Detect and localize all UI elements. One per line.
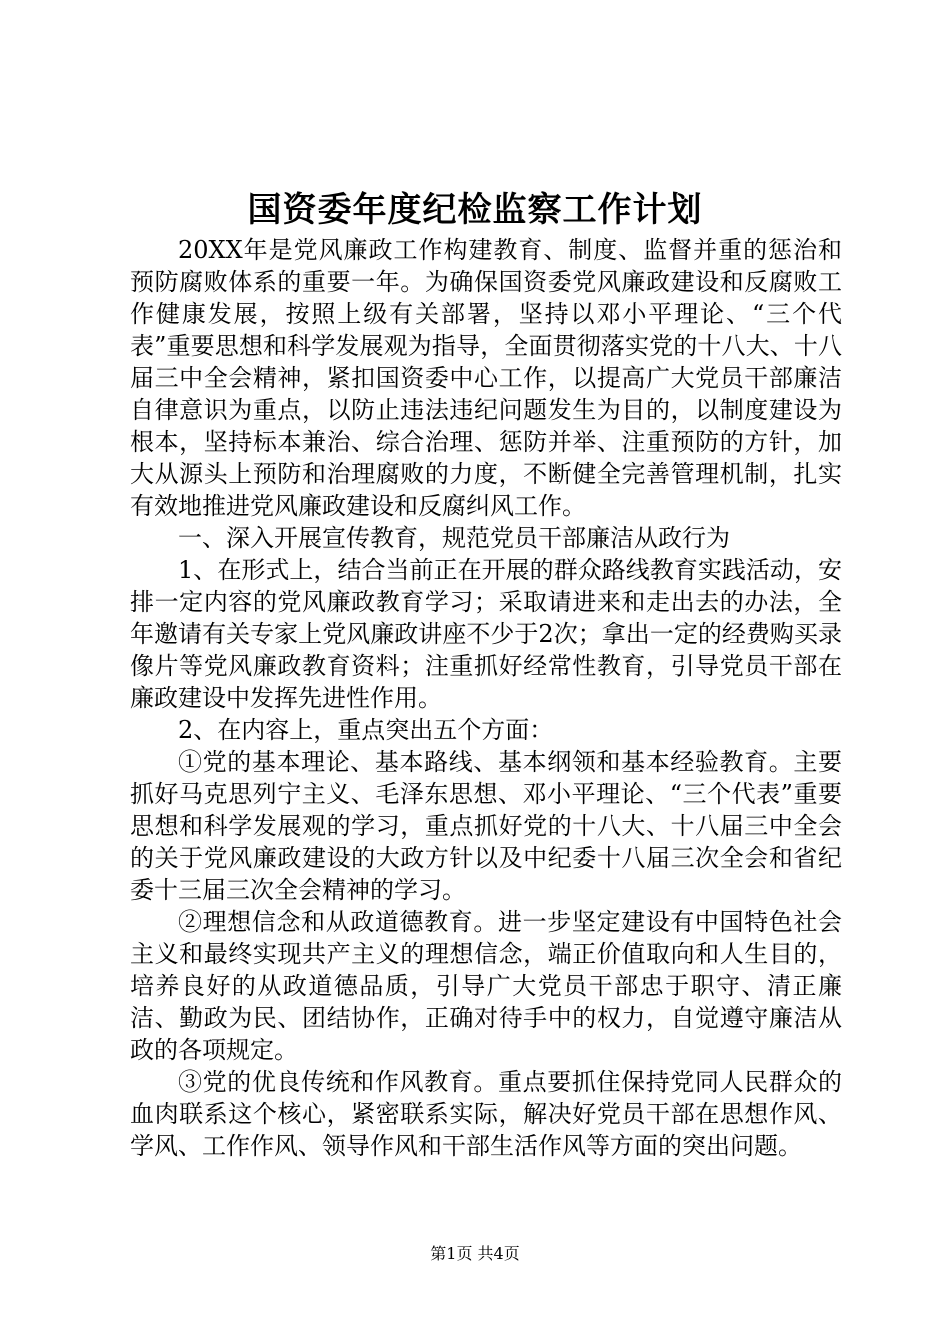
paragraph-item-2: ②理想信念和从政道德教育。进一步坚定建设有中国特色社会主义和最终实现共产主义的理想信念，端正价值取向和人生目的，培养良好的从政道德品质，引导广大党员干部忠于职守、清正廉洁、勤政为民、团结协作，正确对待手中的权力，自觉遵守廉洁从政的各项规定。 — [130, 908, 842, 1064]
document-body — [130, 234, 842, 1162]
paragraph-intro: 20XX年是党风廉政工作构建教育、制度、监督并重的惩治和预防腐败体系的重要一年。为确保国资委党风廉政建设和反腐败工作健康发展，按照上级有关部署，坚持以邓小平理论、“三个代表”重要思想和科学发展观为指导，全面贯彻落实党的十八大、十八届三中全会精神，紧扣国资委中心工作，以提高广大党员干部廉洁自律意识为重点，以防止违法违纪问题发生为目的，以制度建设为根本，坚持标本兼治、综合治理、惩防并举、注重预防的方针，加大从源头上预防和治理腐败的力度，不断健全完善管理机制，扎实有效地推进党风廉政建设和反腐纠风工作。 — [130, 236, 842, 520]
paragraph-item-3: ③党的优良传统和作风教育。重点要抓住保持党同人民群众的血肉联系这个核心，紧密联系实际，解决好党员干部在思想作风、学风、工作作风、领导作风和干部生活作风等方面的突出问题。 — [130, 1068, 842, 1160]
paragraph-content-heading: 2、在内容上，重点突出五个方面： — [178, 716, 554, 744]
section-heading-1: 一、深入开展宣传教育，规范党员干部廉洁从政行为 — [178, 524, 730, 552]
paragraph-item-1: ①党的基本理论、基本路线、基本纲领和基本经验教育。主要抓好马克思列宁主义、毛泽东思想、邓小平理论、“三个代表”重要思想和科学发展观的学习，重点抓好党的十八大、十八届三中全会的关于党风廉政建设的大政方针以及中纪委十八届三次全会和省纪委十三届三次全会精神的学习。 — [130, 748, 842, 904]
document-title: 国资委年度纪检监察工作计划 — [247, 190, 703, 230]
paragraph-form: 1、在形式上，结合当前正在开展的群众路线教育实践活动，安排一定内容的党风廉政教育学习；采取请进来和走出去的办法，全年邀请有关专家上党风廉政讲座不少于2次；拿出一定的经费购买录像片等党风廉政教育资料；注重抓好经常性教育，引导党员干部在廉政建设中发挥先进性作用。 — [130, 556, 842, 712]
page-number-footer: 第1页 共4页 — [430, 1244, 520, 1263]
